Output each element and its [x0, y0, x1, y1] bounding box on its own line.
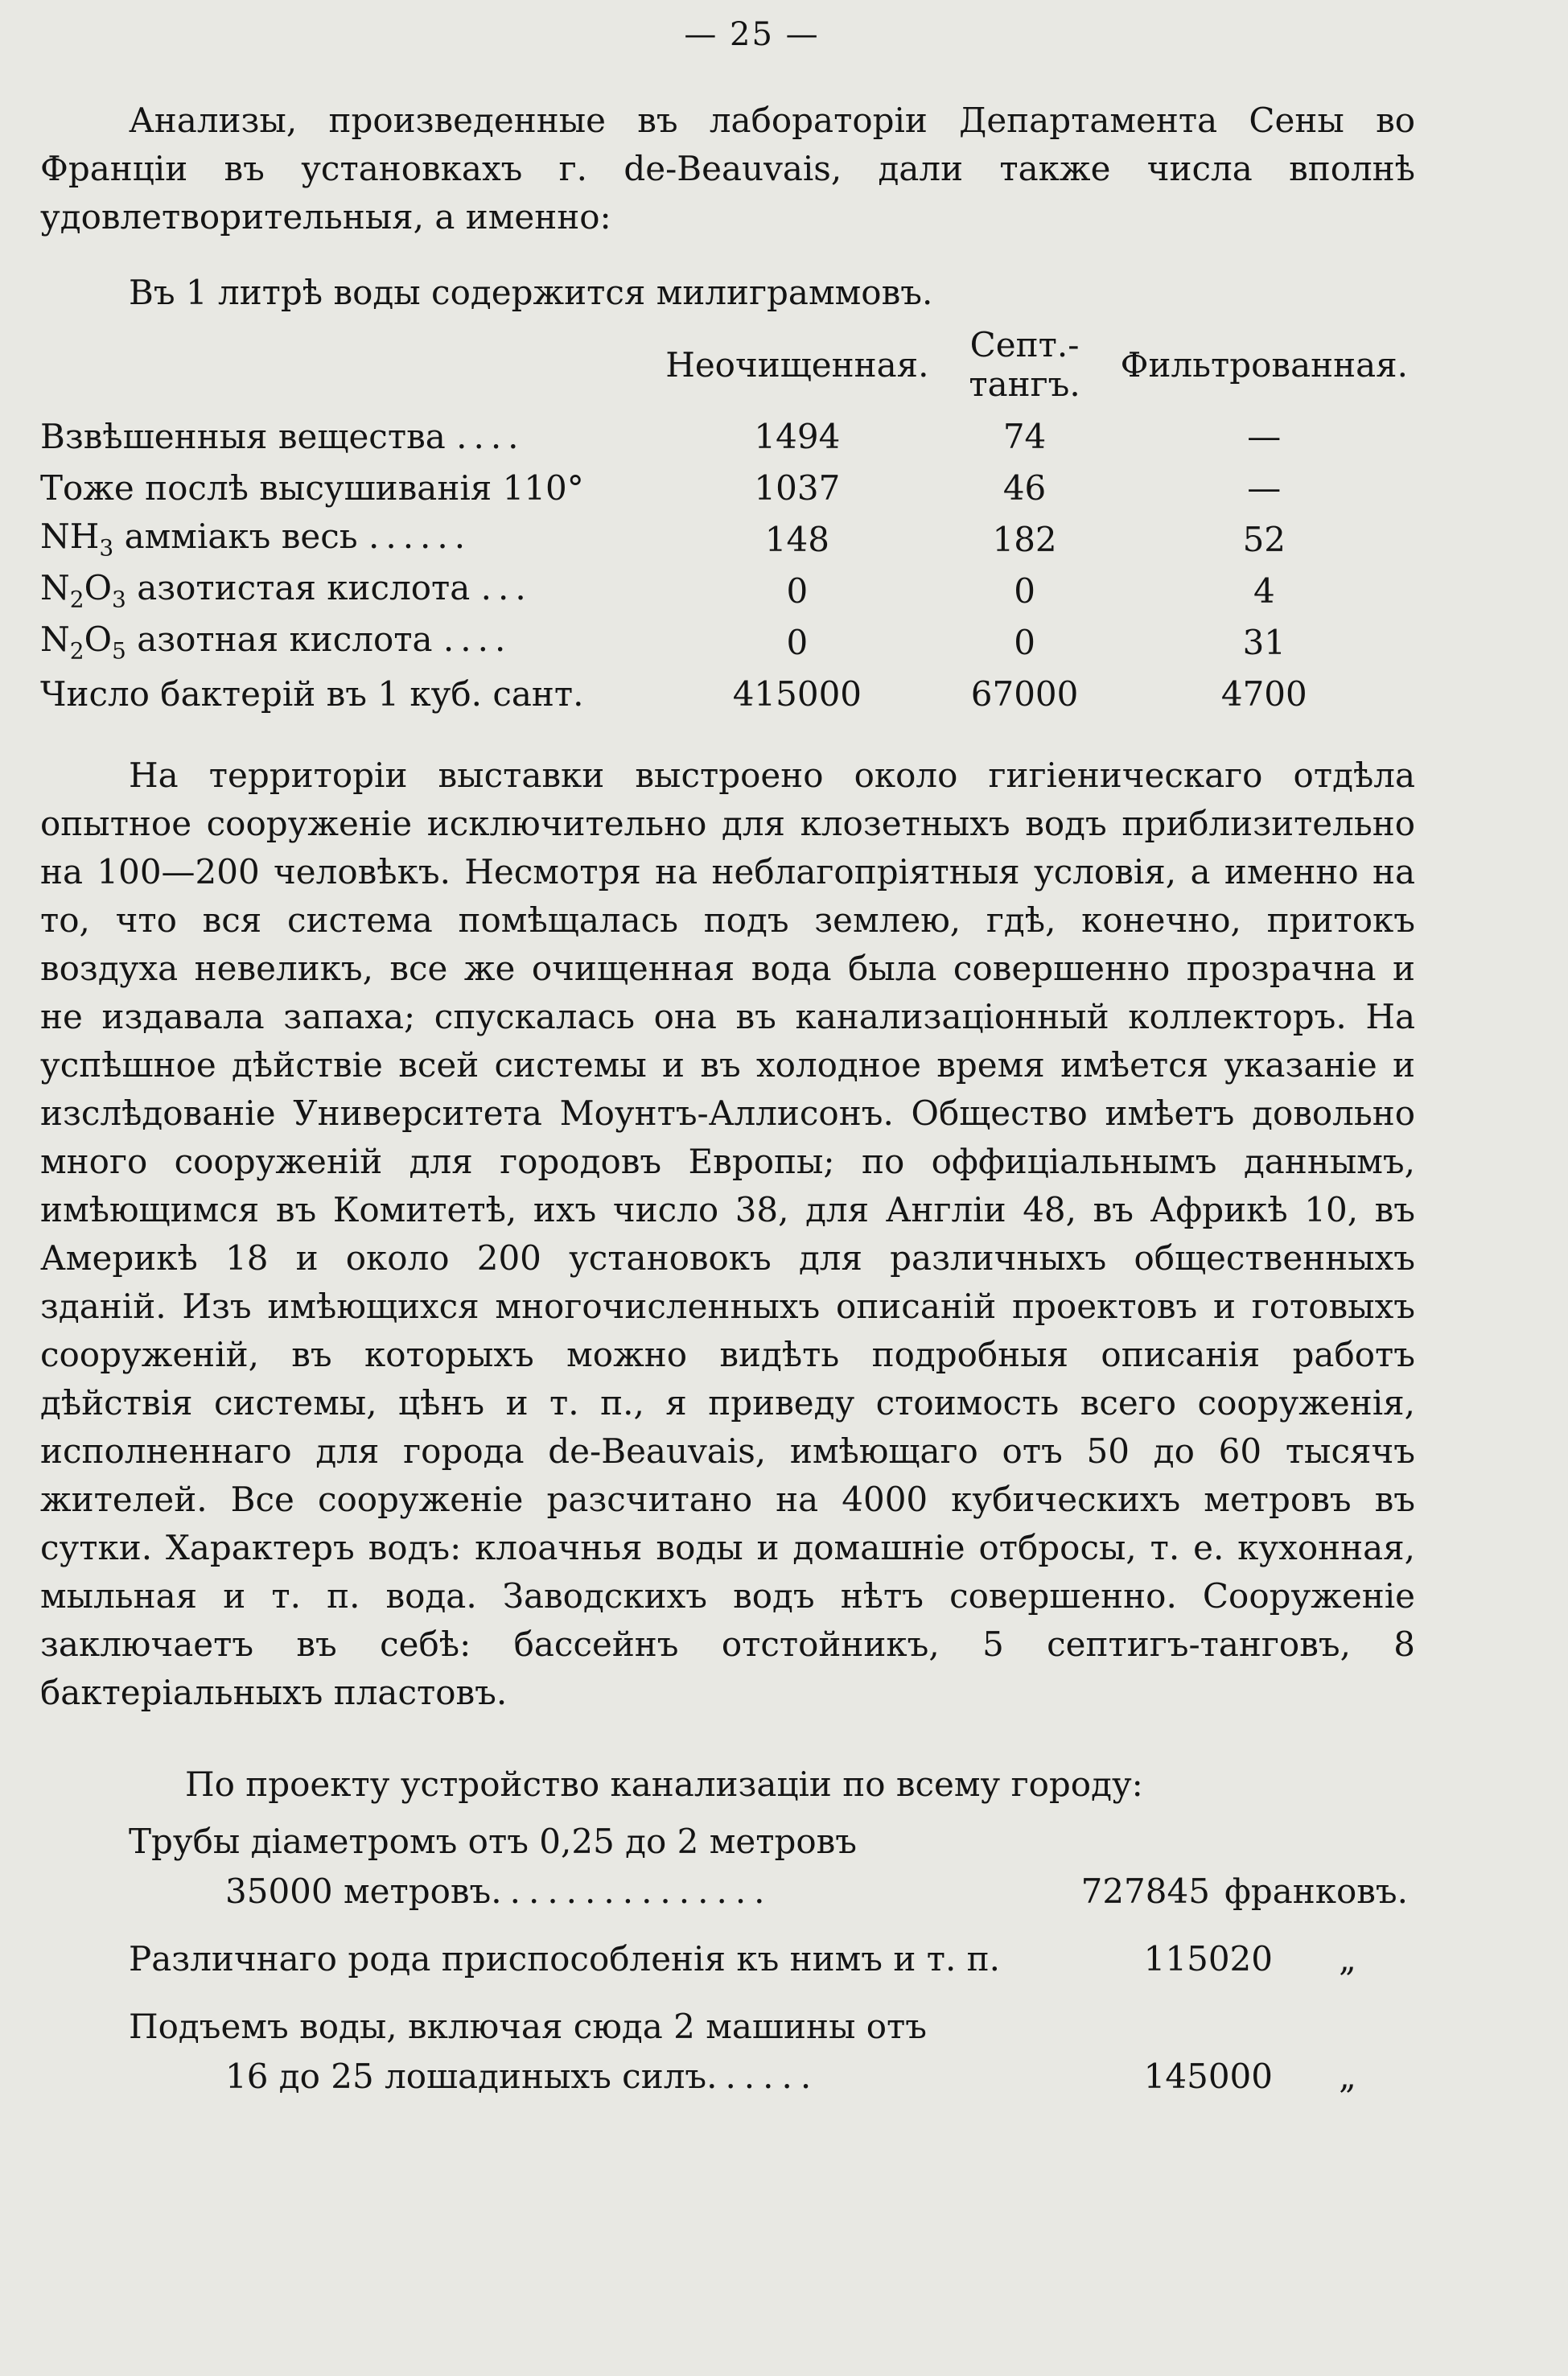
budget-item-pipes-line2 [225, 1867, 1408, 1917]
table-row [40, 513, 1408, 565]
budget-item-text: 16 до 25 лошадиныхъ силъ [225, 2057, 707, 2096]
cell-septic: 182 [992, 519, 1057, 559]
row-label: Тоже послѣ высушиванія 110° [40, 467, 584, 508]
table-header-septic: Септ.-тангъ. [969, 325, 1080, 404]
table-row [40, 668, 1408, 719]
budget-unit: „ [1339, 1939, 1356, 1979]
intro-paragraph: Анализы, произведенные въ лабораторіи Департамента Сены во Франціи въ установкахъ г. de-Beauvais, дали также числа вполнѣ удовлетворительныя, а именно: [40, 101, 1415, 237]
table-header-row [40, 322, 1408, 410]
budget-amount: 145000 [1143, 2057, 1273, 2096]
cell-septic: 46 [1002, 467, 1047, 508]
main-paragraph: На территоріи выставки выстроено около гигіеническаго отдѣла опытное сооруженіе исключительно для клозетныхъ водъ приблизительно на 100—200 человѣкъ. Несмотря на неблагопріятныя условія, а именно на то, что вся система помѣщалась подъ землею, гдѣ, конечно, притокъ воздуха невеликъ, все же очищенная вода была совершенно прозрачна и не издавала запаха; спускалась она въ канализаціонный коллекторъ. На успѣшное дѣйствіе всей системы и въ холодное время имѣется указаніе и изслѣдованіе Университета Моунтъ-Аллисонъ. Общество имѣетъ довольно много сооруженій для городовъ Европы; по оффиціальнымъ даннымъ, имѣющимся въ Комитетѣ, ихъ число 38, для Англіи 48, въ Африкѣ 10, въ Америкѣ 18 и около 200 установокъ для различныхъ общественныхъ зданій. Изъ имѣющихся многочисленныхъ описаній проектовъ и готовыхъ сооруженій, въ которыхъ можно видѣть подробныя описанія работъ дѣйствія системы, цѣнъ и т. п., я приведу стоимость всего сооруженія, исполненнаго для города de-Beauvais, имѣющаго отъ 50 до 60 тысячъ жителей. Все сооруженіе разсчитано на 4000 кубическихъ метровъ въ сутки. Характеръ водъ: клоачнья воды и домашніе отбросы, т. е. кухонная, мыльная и т. п. вода. Заводскихъ водъ нѣтъ совершенно. Сооруженіе заключаетъ въ себѣ: бассейнъ отстойникъ, 5 септигъ-танговъ, 8 бактеріальныхъ пластовъ. [40, 756, 1415, 1712]
cell-filtered: 52 [1242, 519, 1286, 559]
budget-amount: 115020 [1143, 1939, 1273, 1979]
row-label: Число бактерій въ 1 куб. сант. [40, 673, 584, 714]
table-row [40, 616, 1408, 668]
table-caption: Въ 1 литрѣ воды содержится милиграммовъ. [129, 273, 933, 312]
cell-filtered: — [1247, 467, 1282, 508]
cell-raw: 1037 [754, 467, 841, 508]
row-label: $N_2O_5$ азотная кислота .... [40, 620, 512, 665]
cell-filtered: 4700 [1220, 673, 1307, 714]
table-header-filtered: Фильтрованная. [1120, 344, 1408, 385]
cell-raw: 0 [786, 570, 809, 611]
cell-filtered: — [1247, 416, 1282, 456]
budget-amount: 727845 [1080, 1872, 1210, 1911]
dot-leader: ............... [491, 1872, 773, 1911]
table-row [40, 410, 1408, 462]
budget-item-pipes-line1 [129, 1817, 1408, 1867]
cell-filtered: 31 [1242, 622, 1286, 662]
cell-raw: 0 [786, 622, 809, 662]
analysis-table [40, 322, 1408, 719]
budget-item-text: Подъемъ воды, включая сюда 2 машины отъ [129, 2007, 927, 2046]
budget-item-text: 35000 метровъ [225, 1872, 492, 1911]
budget-item-pumping-line2 [225, 2052, 1408, 2102]
cell-raw: 1494 [754, 416, 841, 456]
budget-title: По проекту устройство канализаціи по всему городу: [185, 1764, 1143, 1804]
table-row [40, 462, 1408, 513]
budget-item-text: Различнаго рода приспособленія къ нимъ и т. п. [129, 1939, 1000, 1979]
page-number: — 25 — [684, 16, 820, 53]
table-row [40, 565, 1408, 616]
row-label: Взвѣшенныя вещества .... [40, 416, 525, 456]
budget-item-text: Трубы діаметромъ отъ 0,25 до 2 метровъ [129, 1822, 858, 1861]
cell-septic: 0 [1014, 622, 1035, 662]
row-label: $N_2O_3$ азотистая кислота ... [40, 568, 533, 613]
table-header-blank [40, 322, 665, 410]
budget-item-pumping-line1 [129, 2002, 1408, 2052]
table-header-raw: Неочищенная. [665, 344, 929, 385]
cell-septic: 0 [1014, 570, 1035, 611]
dot-leader: ...... [706, 2057, 820, 2096]
cell-septic: 67000 [970, 673, 1079, 714]
cell-filtered: 4 [1253, 570, 1275, 611]
budget-unit: франковъ. [1224, 1872, 1408, 1911]
cell-raw: 148 [764, 519, 829, 559]
budget-unit: „ [1339, 2057, 1356, 2096]
cell-raw: 415000 [732, 673, 862, 714]
row-label: $NH_3$ амміакъ весь ...... [40, 517, 472, 562]
cell-septic: 74 [1002, 416, 1047, 456]
budget-item-fittings [129, 1934, 1408, 1984]
